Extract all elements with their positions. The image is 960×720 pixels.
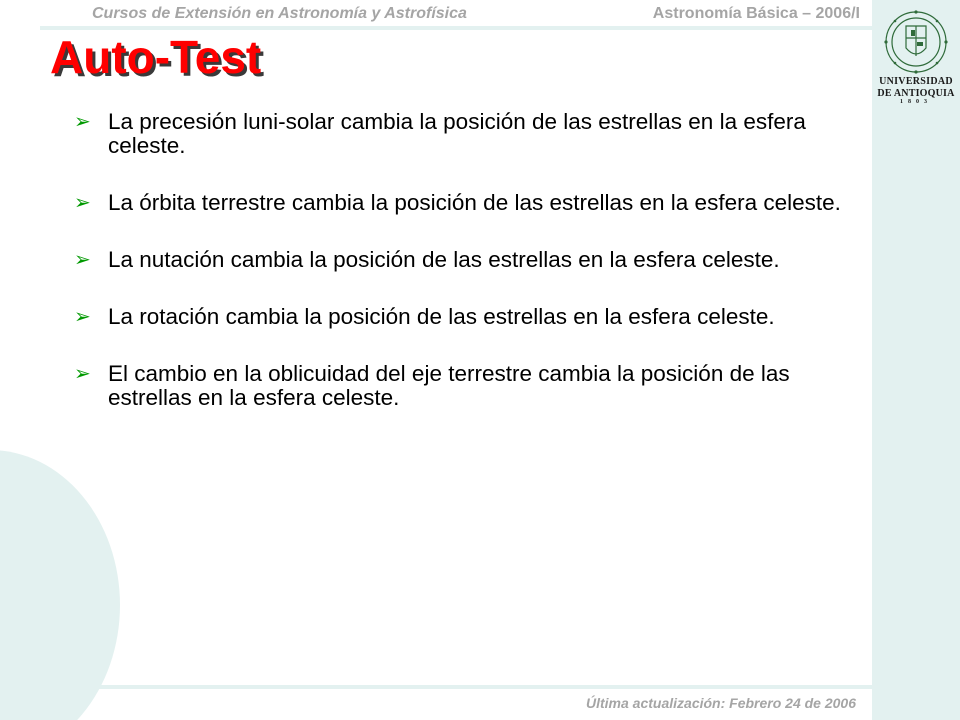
right-arrowhead-icon: ➢	[74, 192, 91, 214]
bullet-text: El cambio en la oblicuidad del eje terrestre cambia la posición de las estrellas en la esfera celeste.	[108, 361, 790, 410]
bullet-text: La órbita terrestre cambia la posición de las estrellas en la esfera celeste.	[108, 190, 841, 215]
right-arrowhead-icon: ➢	[74, 363, 91, 385]
header-divider	[40, 26, 872, 30]
bullet-list	[74, 110, 864, 443]
header-course-name: Cursos de Extensión en Astronomía y Astrofísica	[92, 5, 467, 22]
slide-title: Auto-Test	[50, 31, 262, 83]
right-arrowhead-icon: ➢	[74, 306, 91, 328]
bullet-item	[74, 305, 864, 329]
bullet-item	[74, 362, 864, 410]
bullet-text: La nutación cambia la posición de las estrellas en la esfera celeste.	[108, 247, 780, 272]
bullet-text: La precesión luni-solar cambia la posición de las estrellas en la esfera celeste.	[108, 109, 806, 158]
bullet-item	[74, 248, 864, 272]
header-subject: Astronomía Básica – 2006/I	[652, 5, 860, 22]
right-arrowhead-icon: ➢	[74, 249, 91, 271]
bullet-text: La rotación cambia la posición de las estrellas en la esfera celeste.	[108, 304, 775, 329]
left-decorative-circle	[0, 450, 120, 720]
logo-text-line2: DE ANTIOQUIA	[877, 88, 955, 99]
logo-text-line1: UNIVERSIDAD	[879, 76, 953, 87]
bullet-item	[74, 110, 864, 158]
bullet-item	[74, 191, 864, 215]
logo-text-line3: 1803	[900, 99, 932, 105]
footer-last-updated: Última actualización: Febrero 24 de 2006	[586, 695, 856, 711]
footer-divider	[40, 685, 872, 689]
right-arrowhead-icon: ➢	[74, 111, 91, 133]
